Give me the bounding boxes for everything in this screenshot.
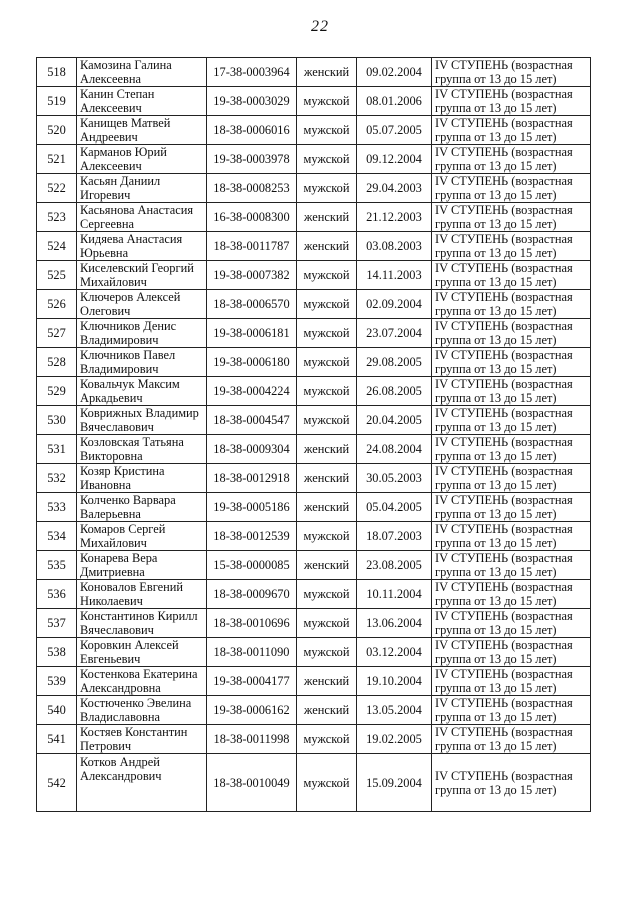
uin-code: 18-38-0006570 xyxy=(207,290,297,319)
level: IV СТУПЕНЬ (возрастная группа от 13 до 15 лет) xyxy=(432,319,591,348)
level: IV СТУПЕНЬ (возрастная группа от 13 до 15 лет) xyxy=(432,261,591,290)
row-number: 532 xyxy=(37,464,77,493)
birth-date: 09.12.2004 xyxy=(357,145,432,174)
row-number: 534 xyxy=(37,522,77,551)
row-number: 541 xyxy=(37,725,77,754)
full-name: Костенкова Екатерина Александровна xyxy=(77,667,207,696)
uin-code: 19-38-0005186 xyxy=(207,493,297,522)
uin-code: 18-38-0006016 xyxy=(207,116,297,145)
row-number: 525 xyxy=(37,261,77,290)
birth-date: 21.12.2003 xyxy=(357,203,432,232)
full-name: Конарева Вера Дмитриевна xyxy=(77,551,207,580)
row-number: 533 xyxy=(37,493,77,522)
full-name: Комаров Сергей Михайлович xyxy=(77,522,207,551)
table-row xyxy=(37,667,591,696)
full-name: Касьян Даниил Игоревич xyxy=(77,174,207,203)
full-name: Козловская Татьяна Викторовна xyxy=(77,435,207,464)
gender: мужской xyxy=(297,725,357,754)
full-name: Костюченко Эвелина Владиславовна xyxy=(77,696,207,725)
uin-code: 18-38-0012539 xyxy=(207,522,297,551)
row-number: 520 xyxy=(37,116,77,145)
full-name: Ковальчук Максим Аркадьевич xyxy=(77,377,207,406)
level: IV СТУПЕНЬ (возрастная группа от 13 до 15 лет) xyxy=(432,667,591,696)
gender: женский xyxy=(297,493,357,522)
full-name: Козяр Кристина Ивановна xyxy=(77,464,207,493)
full-name: Карманов Юрий Алексеевич xyxy=(77,145,207,174)
level: IV СТУПЕНЬ (возрастная группа от 13 до 15 лет) xyxy=(432,522,591,551)
level: IV СТУПЕНЬ (возрастная группа от 13 до 15 лет) xyxy=(432,87,591,116)
table-row xyxy=(37,290,591,319)
uin-code: 18-38-0009304 xyxy=(207,435,297,464)
table-row xyxy=(37,725,591,754)
row-number: 540 xyxy=(37,696,77,725)
gender: женский xyxy=(297,696,357,725)
gender: мужской xyxy=(297,609,357,638)
row-number: 537 xyxy=(37,609,77,638)
level: IV СТУПЕНЬ (возрастная группа от 13 до 15 лет) xyxy=(432,754,591,812)
table-row xyxy=(37,493,591,522)
gender: мужской xyxy=(297,580,357,609)
gender: мужской xyxy=(297,174,357,203)
level: IV СТУПЕНЬ (возрастная группа от 13 до 15 лет) xyxy=(432,464,591,493)
gender: женский xyxy=(297,58,357,87)
uin-code: 18-38-0010696 xyxy=(207,609,297,638)
level: IV СТУПЕНЬ (возрастная группа от 13 до 15 лет) xyxy=(432,232,591,261)
row-number: 535 xyxy=(37,551,77,580)
table-row xyxy=(37,696,591,725)
level: IV СТУПЕНЬ (возрастная группа от 13 до 15 лет) xyxy=(432,203,591,232)
table-row xyxy=(37,435,591,464)
uin-code: 18-38-0011787 xyxy=(207,232,297,261)
birth-date: 05.07.2005 xyxy=(357,116,432,145)
uin-code: 19-38-0003978 xyxy=(207,145,297,174)
table-row xyxy=(37,609,591,638)
birth-date: 20.04.2005 xyxy=(357,406,432,435)
table-row xyxy=(37,145,591,174)
full-name: Канищев Матвей Андреевич xyxy=(77,116,207,145)
gender: мужской xyxy=(297,522,357,551)
gender: мужской xyxy=(297,638,357,667)
row-number: 519 xyxy=(37,87,77,116)
birth-date: 24.08.2004 xyxy=(357,435,432,464)
gender: женский xyxy=(297,435,357,464)
uin-code: 18-38-0004547 xyxy=(207,406,297,435)
level: IV СТУПЕНЬ (возрастная группа от 13 до 15 лет) xyxy=(432,116,591,145)
level: IV СТУПЕНЬ (возрастная группа от 13 до 15 лет) xyxy=(432,145,591,174)
level: IV СТУПЕНЬ (возрастная группа от 13 до 15 лет) xyxy=(432,406,591,435)
uin-code: 18-38-0010049 xyxy=(207,754,297,812)
full-name: Коровкин Алексей Евгеньевич xyxy=(77,638,207,667)
full-name: Константинов Кирилл Вячеславович xyxy=(77,609,207,638)
row-number: 528 xyxy=(37,348,77,377)
table-row xyxy=(37,464,591,493)
gender: мужской xyxy=(297,377,357,406)
full-name: Ключников Денис Владимирович xyxy=(77,319,207,348)
row-number: 524 xyxy=(37,232,77,261)
birth-date: 15.09.2004 xyxy=(357,754,432,812)
gender: мужской xyxy=(297,145,357,174)
birth-date: 14.11.2003 xyxy=(357,261,432,290)
registry-table-body xyxy=(37,58,591,812)
row-number: 526 xyxy=(37,290,77,319)
row-number: 538 xyxy=(37,638,77,667)
row-number: 531 xyxy=(37,435,77,464)
uin-code: 19-38-0004177 xyxy=(207,667,297,696)
level: IV СТУПЕНЬ (возрастная группа от 13 до 15 лет) xyxy=(432,609,591,638)
level: IV СТУПЕНЬ (возрастная группа от 13 до 15 лет) xyxy=(432,290,591,319)
table-row xyxy=(37,232,591,261)
gender: женский xyxy=(297,667,357,696)
full-name: Коврижных Владимир Вячеславович xyxy=(77,406,207,435)
uin-code: 16-38-0008300 xyxy=(207,203,297,232)
birth-date: 30.05.2003 xyxy=(357,464,432,493)
level: IV СТУПЕНЬ (возрастная группа от 13 до 15 лет) xyxy=(432,696,591,725)
birth-date: 03.08.2003 xyxy=(357,232,432,261)
level: IV СТУПЕНЬ (возрастная группа от 13 до 15 лет) xyxy=(432,435,591,464)
level: IV СТУПЕНЬ (возрастная группа от 13 до 15 лет) xyxy=(432,638,591,667)
table-row xyxy=(37,116,591,145)
table-row xyxy=(37,522,591,551)
gender: мужской xyxy=(297,116,357,145)
table-row xyxy=(37,319,591,348)
gender: мужской xyxy=(297,754,357,812)
gender: мужской xyxy=(297,87,357,116)
full-name: Ключников Павел Владимирович xyxy=(77,348,207,377)
full-name: Киселевский Георгий Михайлович xyxy=(77,261,207,290)
gender: мужской xyxy=(297,290,357,319)
level: IV СТУПЕНЬ (возрастная группа от 13 до 15 лет) xyxy=(432,377,591,406)
birth-date: 02.09.2004 xyxy=(357,290,432,319)
birth-date: 29.04.2003 xyxy=(357,174,432,203)
gender: мужской xyxy=(297,261,357,290)
table-row xyxy=(37,203,591,232)
table-row xyxy=(37,174,591,203)
level: IV СТУПЕНЬ (возрастная группа от 13 до 15 лет) xyxy=(432,58,591,87)
birth-date: 23.08.2005 xyxy=(357,551,432,580)
gender: женский xyxy=(297,232,357,261)
uin-code: 18-38-0011998 xyxy=(207,725,297,754)
table-row xyxy=(37,754,591,812)
uin-code: 18-38-0009670 xyxy=(207,580,297,609)
birth-date: 13.06.2004 xyxy=(357,609,432,638)
gender: мужской xyxy=(297,319,357,348)
birth-date: 13.05.2004 xyxy=(357,696,432,725)
level: IV СТУПЕНЬ (возрастная группа от 13 до 15 лет) xyxy=(432,551,591,580)
uin-code: 19-38-0004224 xyxy=(207,377,297,406)
birth-date: 03.12.2004 xyxy=(357,638,432,667)
row-number: 539 xyxy=(37,667,77,696)
birth-date: 19.10.2004 xyxy=(357,667,432,696)
birth-date: 08.01.2006 xyxy=(357,87,432,116)
uin-code: 19-38-0003029 xyxy=(207,87,297,116)
table-row xyxy=(37,551,591,580)
table-row xyxy=(37,580,591,609)
level: IV СТУПЕНЬ (возрастная группа от 13 до 15 лет) xyxy=(432,580,591,609)
birth-date: 26.08.2005 xyxy=(357,377,432,406)
full-name: Кидяева Анастасия Юрьевна xyxy=(77,232,207,261)
uin-code: 18-38-0011090 xyxy=(207,638,297,667)
gender: женский xyxy=(297,551,357,580)
gender: мужской xyxy=(297,348,357,377)
row-number: 523 xyxy=(37,203,77,232)
full-name: Костяев Константин Петрович xyxy=(77,725,207,754)
birth-date: 18.07.2003 xyxy=(357,522,432,551)
table-row xyxy=(37,261,591,290)
level: IV СТУПЕНЬ (возрастная группа от 13 до 15 лет) xyxy=(432,725,591,754)
table-row xyxy=(37,638,591,667)
birth-date: 29.08.2005 xyxy=(357,348,432,377)
row-number: 518 xyxy=(37,58,77,87)
table-row xyxy=(37,87,591,116)
birth-date: 19.02.2005 xyxy=(357,725,432,754)
birth-date: 23.07.2004 xyxy=(357,319,432,348)
birth-date: 05.04.2005 xyxy=(357,493,432,522)
full-name: Ключеров Алексей Олегович xyxy=(77,290,207,319)
uin-code: 17-38-0003964 xyxy=(207,58,297,87)
row-number: 536 xyxy=(37,580,77,609)
row-number: 527 xyxy=(37,319,77,348)
level: IV СТУПЕНЬ (возрастная группа от 13 до 15 лет) xyxy=(432,348,591,377)
uin-code: 19-38-0006162 xyxy=(207,696,297,725)
uin-code: 19-38-0006181 xyxy=(207,319,297,348)
full-name: Колченко Варвара Валерьевна xyxy=(77,493,207,522)
table-row xyxy=(37,348,591,377)
full-name: Котков Андрей Александрович xyxy=(77,754,207,812)
row-number: 542 xyxy=(37,754,77,812)
birth-date: 10.11.2004 xyxy=(357,580,432,609)
table-row xyxy=(37,406,591,435)
uin-code: 18-38-0012918 xyxy=(207,464,297,493)
page-number: 22 xyxy=(311,18,329,35)
uin-code: 19-38-0007382 xyxy=(207,261,297,290)
row-number: 529 xyxy=(37,377,77,406)
level: IV СТУПЕНЬ (возрастная группа от 13 до 15 лет) xyxy=(432,493,591,522)
full-name: Камозина Галина Алексеевна xyxy=(77,58,207,87)
registry-table xyxy=(36,57,591,812)
full-name: Канин Степан Алексеевич xyxy=(77,87,207,116)
full-name: Касьянова Анастасия Сергеевна xyxy=(77,203,207,232)
gender: мужской xyxy=(297,406,357,435)
full-name: Коновалов Евгений Николаевич xyxy=(77,580,207,609)
uin-code: 19-38-0006180 xyxy=(207,348,297,377)
row-number: 530 xyxy=(37,406,77,435)
level: IV СТУПЕНЬ (возрастная группа от 13 до 15 лет) xyxy=(432,174,591,203)
uin-code: 15-38-0000085 xyxy=(207,551,297,580)
table-row xyxy=(37,58,591,87)
birth-date: 09.02.2004 xyxy=(357,58,432,87)
gender: женский xyxy=(297,464,357,493)
gender: женский xyxy=(297,203,357,232)
table-row xyxy=(37,377,591,406)
row-number: 521 xyxy=(37,145,77,174)
row-number: 522 xyxy=(37,174,77,203)
uin-code: 18-38-0008253 xyxy=(207,174,297,203)
